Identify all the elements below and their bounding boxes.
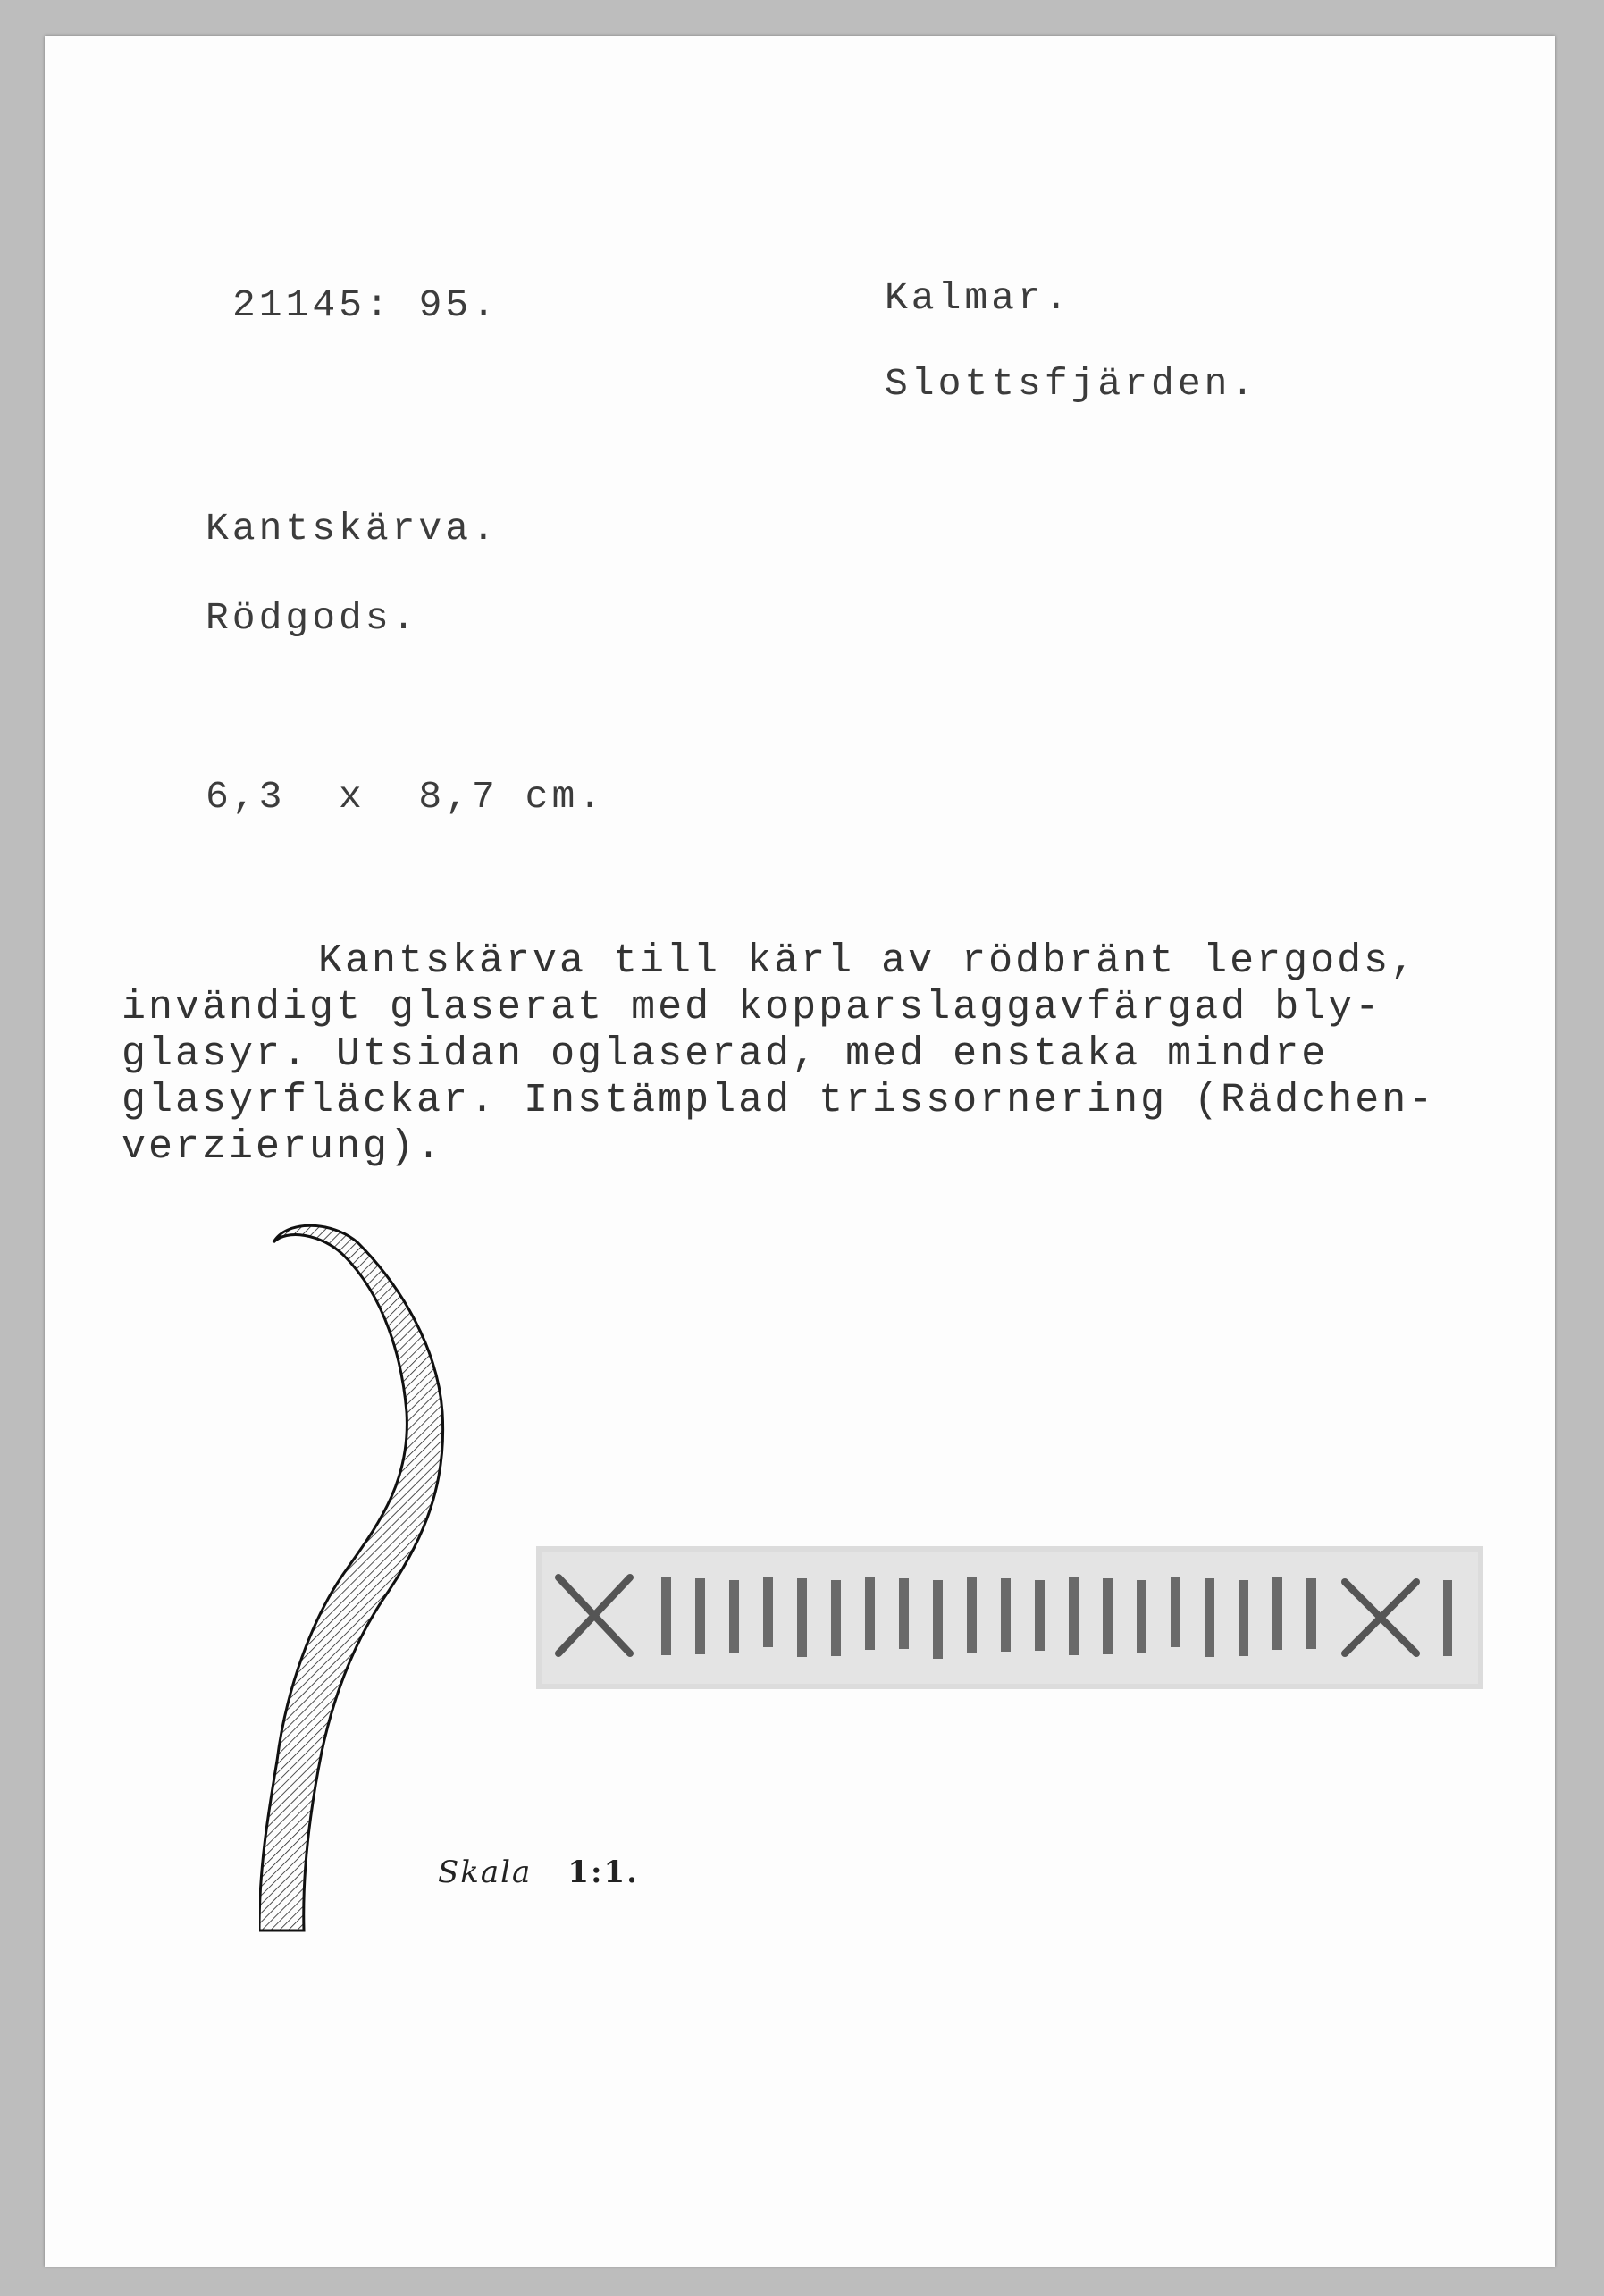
catalog-card xyxy=(45,36,1555,2267)
stamp-bar xyxy=(1306,1578,1316,1649)
stamp-bar xyxy=(1239,1580,1248,1656)
stamp-bar xyxy=(661,1577,671,1655)
site-name: Slottsfjärden. xyxy=(885,362,1258,406)
stamp-bar xyxy=(1272,1577,1282,1650)
place-name: Kalmar. xyxy=(885,276,1071,320)
stamp-bar xyxy=(729,1580,739,1653)
description xyxy=(122,938,1551,1171)
stamp-bar xyxy=(967,1577,977,1653)
dimensions: 6,3 x 8,7 cm. xyxy=(206,775,606,819)
scale-ratio: 1:1. xyxy=(567,1854,640,1890)
stamp-bar xyxy=(899,1578,909,1649)
inventory-number: 21145: 95. xyxy=(232,283,500,327)
stamp-bar xyxy=(1137,1580,1146,1653)
description-line: verzierung). xyxy=(122,1124,444,1170)
stamp-bar xyxy=(865,1577,875,1650)
stamp-bar xyxy=(1171,1577,1180,1647)
stamp-bar xyxy=(763,1577,773,1647)
stamp-bar xyxy=(1069,1577,1079,1655)
scale-label: Skala xyxy=(438,1854,533,1890)
stamp-bar xyxy=(933,1580,943,1659)
material: Rödgods. xyxy=(206,596,419,640)
description-line: glasyrfläckar. Instämplad trissornering (Rädchen- xyxy=(122,1078,1436,1123)
stamp-bar xyxy=(695,1578,705,1654)
scale-caption xyxy=(438,1854,639,1890)
stamp-bar xyxy=(1035,1580,1045,1651)
stamp-bar xyxy=(797,1578,807,1657)
stamp-bar xyxy=(831,1580,841,1656)
stamp-bar xyxy=(1103,1578,1113,1654)
object-type: Kantskärva. xyxy=(206,507,499,551)
stamp-bar xyxy=(1205,1578,1214,1657)
stamp-bar xyxy=(1001,1578,1011,1652)
stamped-decoration-drawing xyxy=(536,1546,1483,1689)
description-line: invändigt glaserat med kopparslaggavfärgad bly- xyxy=(122,985,1382,1030)
description-line: Kantskärva till kärl av rödbränt lergods, xyxy=(318,938,1418,984)
description-line: glasyr. Utsidan oglaserad, med enstaka mindre xyxy=(122,1031,1329,1077)
